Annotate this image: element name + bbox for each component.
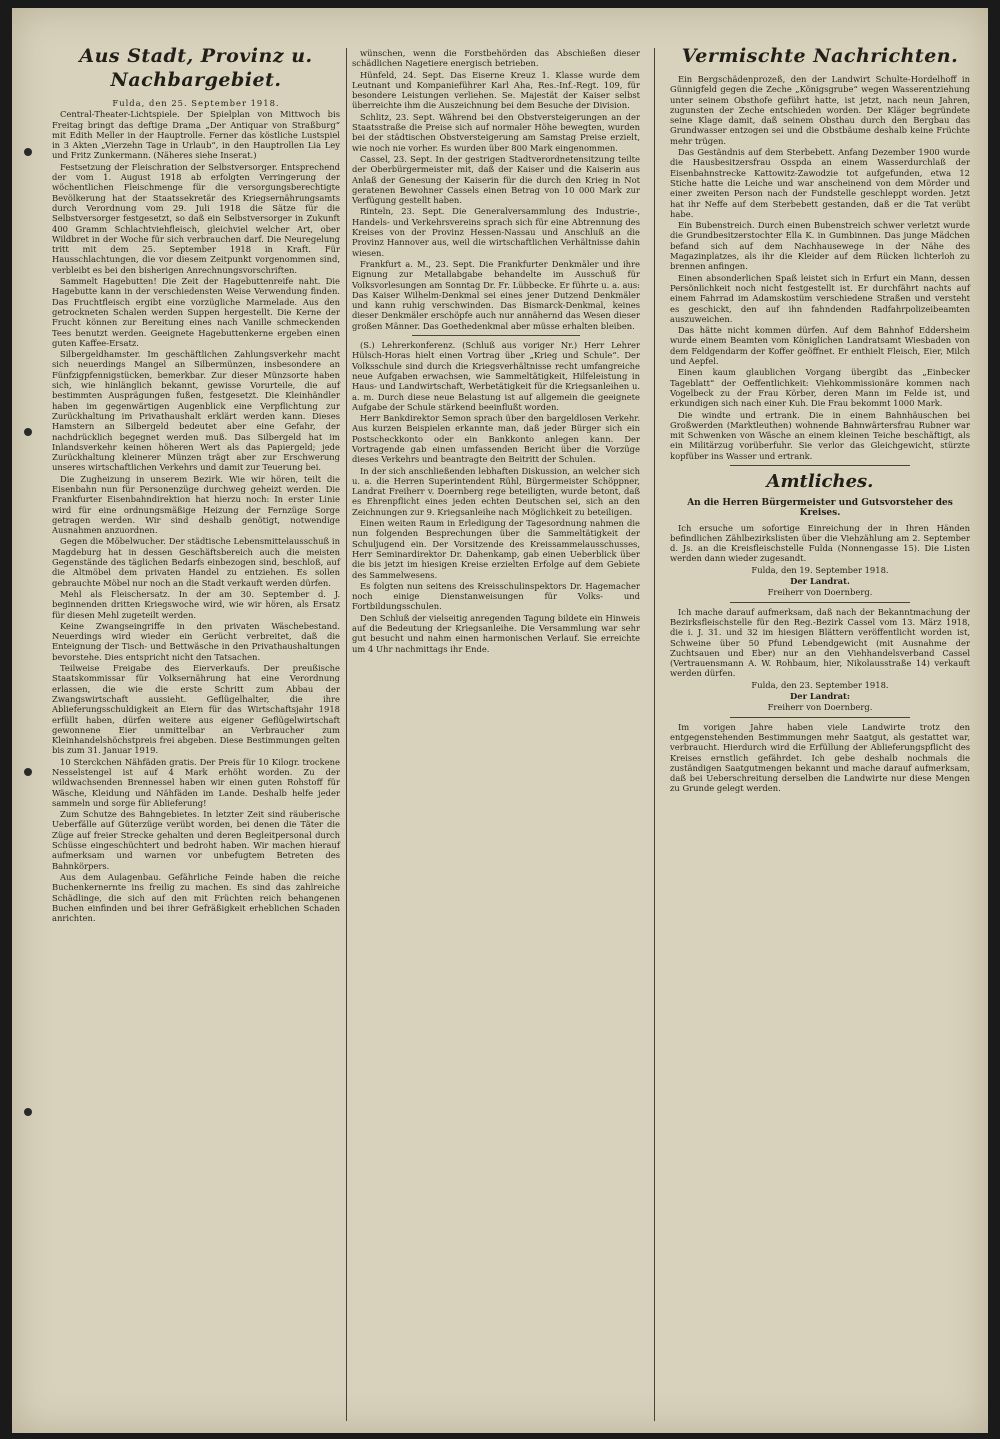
- article: Die windte und ertrank. Die in einem Bahnhäuschen bei Großwerden (Marktleuthen) wohnende Bahnwärtersfrau Rubner war mit Schwenken von Wäsche an einem kleinen Teiche beschäftigt, als ein Militärzug vorüberfuhr. Sie verlor das Gleichgewicht, stürzte kopfüber ins Wasser und ertrank.: [670, 409, 970, 461]
- notice-date: Fulda, den 23. September 1918.: [751, 679, 889, 690]
- article: Aus dem Aulagenbau. Gefährliche Feinde haben die reiche Buchenkernernte ins freilig zu machen. Es sind das zahlreiche Schädlinge, die sich auf den mit Früchten reich behangenen Buchen einfinden und bei ihrer Gefräßigkeit erheblichen Schaden anrichten.: [52, 871, 340, 924]
- notice: Ich ersuche um sofortige Einreichung der in Ihren Händen befindlichen Zählbezirkslisten über die Viehzählung am 2. September d. Js. an die Kreisfleischstelle Fulda (Nonnengasse 15). Die Listen werden dann wieder zugesandt.: [670, 522, 970, 564]
- article: Teilweise Freigabe des Eierverkaufs. Der preußische Staatskommissar für Volksernährung hat eine Verordnung erlassen, die wie die erste Schritt zum Abbau der Zwangswirtschaft aussieht. Geflügelhalter, die ihre Ablieferungsschuldigkeit an Eiern für das Wirtschaftsjahr 1918 erfüllt haben, dürfen weitere aus eigener Geflügelwirtschaft gewonnene Eier unmittelbar an Verbraucher zum Kleinhandelshöchstpreis frei abgeben. Diese Bestimmungen gelten bis zum 31. Januar 1919.: [52, 663, 340, 756]
- notice-role: Der Landrat:: [790, 691, 850, 702]
- separator: [730, 465, 910, 466]
- notice-date: Fulda, den 19. September 1918.: [751, 564, 889, 575]
- article: In der sich anschließenden lebhaften Diskussion, an welcher sich u. a. die Herren Superintendent Rühl, Bürgermeister Schöppner, Landrat Freiherr v. Doernberg rege beteiligten, wurde betont, daß es Ehrenpflicht eines jeden echten Deutschen sei, sich an den Zeichnungen zur 9. Kriegsanleihe nach Möglichkeit zu beteiligen.: [352, 465, 640, 517]
- dateline: Fulda, den 25. September 1918.: [112, 98, 280, 108]
- separator: [412, 335, 580, 336]
- article: Herr Bankdirektor Semon sprach über den bargeldlosen Verkehr. Aus kurzen Beispielen erkannte man, daß jeder Bürger sich ein Postscheckkonto oder ein Bankkonto anlegen kann. Der Vortragende gab einen umfassenden Bericht über die Vorzüge dieses Verkehrs und beantragte den Beitritt der Schulen.: [352, 413, 640, 465]
- binding-holes: [18, 8, 38, 1433]
- notice-signature: Freiherr von Doernberg.: [767, 587, 873, 598]
- article: Ein Bergschädenprozeß, den der Landwirt Schulte-Hordelhoff in Günnigfeld gegen die Zeche „Königsgrube“ wegen Wasserentziehung unter seinem Obsthofe geführt hatte, ist jetzt, nach neun Jahren, zugunsten der Zeche entschieden worden. Der Kläger begründete seine Klage damit, daß seinem Obsthau durch den Bergbau das Grundwasser entzogen sei und die Obstbäume deshalb keine Früchte mehr trügen.: [670, 74, 970, 146]
- article: Sammelt Hagebutten! Die Zeit der Hagebuttenreife naht. Die Hagebutte kann in der verschiedensten Weise Verwendung finden. Das Fruchtfleisch ergibt eine vorzügliche Marmelade. Aus den getrockneten Schalen werden Suppen hergestellt. Die Kerne der Frucht können zur Bereitung eines nach Vanille schmeckenden Tees benutzt werden. Geeignete Hagebuttenkerne ergeben einen guten Kaffee-Ersatz.: [52, 276, 340, 348]
- column-2: [352, 48, 640, 1421]
- notice: Im vorigen Jahre haben viele Landwirte trotz den entgegenstehenden Bestimmungen mehr Saatgut, als gestattet war, verbraucht. Hierdurch wird die Erfüllung der Ablieferungspflicht des Kreises ernstlich gefährdet. Ich gebe deshalb nochmals die zuständigen Saatgutmengen bekannt und mache darauf aufmerksam, daß bei Ueberschreitung derselben die Landwirte nur diese Mengen zu Grunde gelegt werden.: [670, 721, 970, 794]
- notice: Ich mache darauf aufmerksam, daß nach der Bekanntmachung der Bezirksfleischstelle für den Reg.-Bezirk Cassel vom 13. März 1918, die i. J. 31. und 32 im hiesigen Blättern veröffentlicht worden ist, Schweine über 50 Pfund Lebendgewicht (mit Ausnahme der Zuchtsauen und Eber) nur an den Viehhandelsverband Cassel (Vertrauensmann A. W. Rohbaum, hier, Nikolausstraße 14) verkauft werden dürfen.: [670, 606, 970, 679]
- article: Einen weiten Raum in Erledigung der Tagesordnung nahmen die nun folgenden Besprechungen über die Sammeltätigkeit der Schuljugend ein. Der Vorsitzende des Kreissammelausschusses, Herr Seminardirektor Dr. Dahenkamp, gab einen Ueberblick über die bis jetzt im hiesigen Kreise erzielten Erfolge auf dem Gebiete des Sammelwesens.: [352, 518, 640, 580]
- article: (S.) Lehrerkonferenz. (Schluß aus voriger Nr.) Herr Lehrer Hülsch-Horas hielt einen Vortrag über „Krieg und Schule“. Der Volksschule sind durch die Kriegsverhältnisse recht umfangreiche neue Aufgaben erwachsen, wie Sammeltätigkeit, Hilfeleistung in Haus- und Landwirtschaft, Werbetätigkeit für die Kriegsanleihen u. a. m. Durch diese neue Belastung ist auf allgemein die geeignete Aufgabe der Schule stärkend beeinflußt worden.: [352, 340, 640, 412]
- article: Es folgten nun seitens des Kreisschulinspektors Dr. Hagemacher noch einige Dienstanweisungen für Volks- und Fortbildungsschulen.: [352, 580, 640, 612]
- column-3: [670, 45, 970, 1421]
- column-1: [52, 45, 340, 1421]
- section-heading-official: Amtliches.: [766, 470, 874, 492]
- article: Frankfurt a. M., 23. Sept. Die Frankfurter Denkmäler und ihre Eignung zur Metallabgabe behandelte im Ausschuß für Volksvorlesungen am Sonntag Dr. Fr. Lübbecke. Er führte u. a. aus: Das Kaiser Wilhelm-Denkmal sei eines jener Dutzend Denkmäler und kann ruhig verschwinden. Das Bismarck-Denkmal, keines dieser Denkmäler erschöpfe auch nur annähernd das Wesen dieser großen Männer. Das Goethedenkmal aber müsse erhalten bleiben.: [352, 258, 640, 331]
- article: Zum Schutze des Bahngebietes. In letzter Zeit sind räuberische Ueberfälle auf Güterzüge verübt worden, bei denen die Täter die Züge auf freier Strecke gehalten und deren Begleitpersonal durch Schüsse eingeschüchtert und bedroht haben. Wir machen hierauf aufmerksam und warnen vor unbefugtem Betreten des Bahnkörpers.: [52, 809, 340, 871]
- article: Ein Bubenstreich. Durch einen Bubenstreich schwer verletzt wurde die Grundbesitzerstochter Ella K. in Gumbinnen. Das junge Mädchen befand sich auf dem Nachhausewege in der Nähe des Magazinplatzes, als ihr die Kleider auf dem Rücken lichterloh zu brennen anfingen.: [670, 220, 970, 272]
- separator: [730, 717, 910, 718]
- article: Das Geständnis auf dem Sterbebett. Anfang Dezember 1900 wurde die Hausbesitzersfrau Osspda an einem Wasserdurchlaß der Eisenbahnstrecke Kattowitz-Zawodzie tot aufgefunden, etwa 12 Stiche hatte die Leiche und war anscheinend von dem Mörder und einer zweiten Person nach der Fundstelle geschleppt worden. Jetzt hat ihr Neffe auf dem Sterbebett gestanden, daß er die Tat verübt habe.: [670, 147, 970, 219]
- article: wünschen, wenn die Forstbehörden das Abschießen dieser schädlichen Nagetiere energisch betrieben.: [352, 48, 640, 69]
- section-heading: Vermischte Nachrichten.: [681, 45, 959, 67]
- article: Silbergeldhamster. Im geschäftlichen Zahlungsverkehr macht sich neuerdings Mangel an Silbermünzen, insbesondere an Fünfzigpfennigstücken, bemerkbar. Zur dieser Münzsorte haben sich, wie hinlänglich bekannt, gewisse Vorurteile, die auf bestimmten Ausprägungen fußen, festgesetzt. Die Kleinhändler haben im gegenwärtigen Augenblick eine Verpflichtung zur Zurückhaltung im Privathaushalt erklärt werden kann. Dieses Hamstern an Silbergeld bedeutet aber eine Gefahr, der nachdrücklich begegnet werden muß. Das Silbergeld hat im Inlandsverkehr keinen höheren Wert als das Papiergeld; jede Zurückhaltung kleinerer Münzen trägt aber zur Erschwerung unseres wirtschaftlichen Verkehrs und damit zur Teuerung bei.: [52, 349, 340, 473]
- article: Gegen die Möbelwucher. Der städtische Lebensmittelausschuß in Magdeburg hat in dessen Geschäftsbereich auch die meisten Gegenstände des täglichen Bedarfs einbezogen sind, beschloß, auf die Altmöbel dem privaten Handel zu entziehen. Es sollen gebrauchte Möbel nur noch an die Stadt verkauft werden dürfen.: [52, 536, 340, 588]
- article: 10 Sterckchen Nähfäden gratis. Der Preis für 10 Kilogr. trockene Nesselstengel ist auf 4 Mark erhöht worden. Zu der wildwachsenden Brennessel haben wir einen guten Rohstoff für Wäsche, Kleidung und Nähfäden im Lande. Deshalb helfe jeder sammeln und sorge für Ablieferung!: [52, 756, 340, 808]
- article: Einen kaum glaublichen Vorgang übergibt das „Einbecker Tageblatt“ der Oeffentlichkeit: Viehkommissionäre kommen nach Vogelbeck zu der Frau Körber, deren Mann im Felde ist, und erkundigen sich nach einer Kuh. Die Frau bekommt 1000 Mark.: [670, 367, 970, 409]
- article: Rinteln, 23. Sept. Die Generalversammlung des Industrie-, Handels- und Verkehrsvereins sprach sich für eine Abtrennung des Kreises von der Provinz Hessen-Nassau und Anschluß an die Provinz Hannover aus, weil die wirtschaftlichen Verhältnisse dahin wiesen.: [352, 206, 640, 258]
- article: Hünfeld, 24. Sept. Das Eiserne Kreuz 1. Klasse wurde dem Leutnant und Kompanieführer Karl Aha, Res.-Inf.-Regt. 109, für besondere Leistungen verliehen. Se. Majestät der Kaiser selbst überreichte ihm die Auszeichnung bei dem Besuche der Division.: [352, 69, 640, 111]
- article: Das hätte nicht kommen dürfen. Auf dem Bahnhof Eddersheim wurde einem Beamten vom Königlichen Landratsamt Wiesbaden von dem Feldgendarm der Koffer geöffnet. Er enthielt Fleisch, Eier, Milch und Aepfel.: [670, 325, 970, 367]
- newspaper-page: [12, 8, 988, 1433]
- article: Central-Theater-Lichtspiele. Der Spielplan von Mittwoch bis Freitag bringt das deftige Drama „Der Antiquar von Straßburg“ mit Edith Meller in der Hauptrolle. Ferner das köstliche Lustspiel in 3 Akten „Vierzehn Tage in Urlaub“, in den Hauptrollen Lia Ley und Fritz Zunkermann. (Näheres siehe Inserat.): [52, 109, 340, 161]
- article: Den Schluß der vielseitig anregenden Tagung bildete ein Hinweis auf die Bedeutung der Kriegsanleihe. Die Versammlung war sehr gut besucht und nahm einen harmonischen Verlauf. Sie erreichte um 4 Uhr nachmittags ihr Ende.: [352, 612, 640, 654]
- section-heading: Aus Stadt, Provinz u. Nachbargebiet.: [79, 45, 313, 91]
- notice-signature: Freiherr von Doernberg.: [767, 702, 873, 713]
- column-rule: [654, 48, 655, 1421]
- column-rule: [346, 48, 347, 1421]
- separator: [730, 602, 910, 603]
- article: Einen absonderlichen Spaß leistet sich in Erfurt ein Mann, dessen Persönlichkeit noch nicht festgestellt ist. Er durchfährt nachts auf einem Fahrrad im Adamskostüm verschiedene Straßen und versteht es geschickt, den auf ihn fahndenden Radfahrpolizeibeamten auszuweichen.: [670, 272, 970, 324]
- subheading: An die Herren Bürgermeister und Gutsvorsteher des Kreises.: [687, 497, 953, 519]
- article: Die Zugheizung in unserem Bezirk. Wie wir hören, teilt die Eisenbahn nun für Personenzüge durchweg geheizt werden. Die Frankfurter Eisenbahndirektion hat hierzu noch: In erster Linie wird für eine ordnungsmäßige Heizung der Fernzüge Sorge getragen werden. Wir sind deshalb genötigt, notwendige Ausnahmen anzuordnen.: [52, 473, 340, 536]
- notice-role: Der Landrat.: [790, 576, 850, 587]
- article: Schlitz, 23. Sept. Während bei den Obstversteigerungen an der Staatsstraße die Preise sich auf normaler Höhe bewegten, wurden bei der städtischen Obstversteigerung am Samstag Preise erzielt, wie noch nie vorher. Es wurden über 800 Mark eingenommen.: [352, 111, 640, 153]
- article: Cassel, 23. Sept. In der gestrigen Stadtverordnetensitzung teilte der Oberbürgermeister mit, daß der Kaiser und die Kaiserin aus Anlaß der Genesung der Kaiserin für die durch den Krieg in Not geratenen Bewohner Cassels einen Betrag von 10 000 Mark zur Verfügung gestellt haben.: [352, 153, 640, 206]
- article: Mehl als Fleischersatz. In der am 30. September d. J. beginnenden dritten Kriegswoche wird, wie wir hören, als Ersatz für diesen Mehl zugeteilt werden.: [52, 588, 340, 620]
- article: Keine Zwangseingriffe in den privaten Wäschebestand. Neuerdings wird wieder ein Gerücht verbreitet, daß die Enteignung der Tisch- und Bettwäsche in den Privathaushaltungen bevorstehe. Dies entspricht nicht den Tatsachen.: [52, 620, 340, 662]
- article: Festsetzung der Fleischration der Selbstversorger. Entsprechend der vom 1. August 1918 ab erfolgten Verringerung der wöchentlichen Fleischmenge für die versorgungsberechtigte Bevölkerung hat der Staatssekretär des Kriegsernährungsamts durch Verordnung vom 29. Juli 1918 die Sätze für die Selbstversorger festgesetzt, so daß ein Selbstversorger in Zukunft 400 Gramm Schlachtviehfleisch, gleichviel welcher Art, ober Wildbret in der Woche für sich verbrauchen darf. Die Neuregelung tritt mit dem 25. September 1918 in Kraft. Für Hausschlachtungen, die vor diesem Zeitpunkt vorgenommen sind, verbleibt es bei den bisherigen Anrechnungsvorschriften.: [52, 161, 340, 275]
